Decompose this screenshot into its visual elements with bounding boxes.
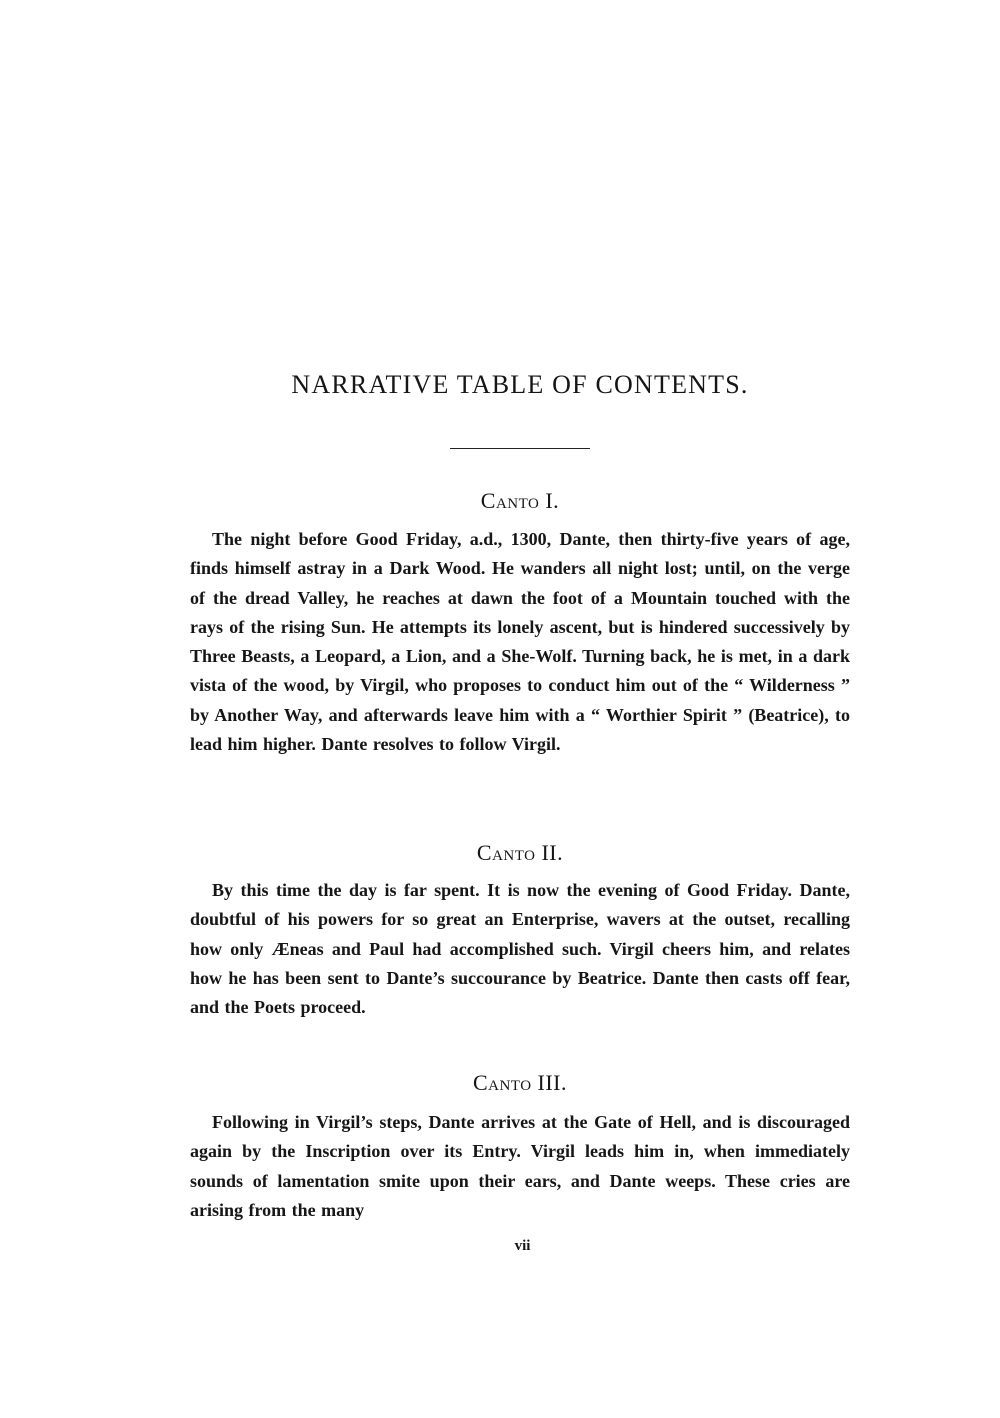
- canto-heading-2: [190, 840, 850, 866]
- canto-heading-1: [190, 488, 850, 514]
- canto-summary-1: The night before Good Friday, a.d., 1300, Dante, then thirty-five years of age, finds himself astray in a Dark Wood. He wanders all night lost; until, on the verge of the dread Valley, he reaches at dawn the foot of a Mountain touched with the rays of the rising Sun. He attempts its lonely ascent, but is hindered successively by Three Beasts, a Leopard, a Lion, and a She-Wolf. Turning back, he is met, in a dark vista of the wood, by Virgil, who proposes to conduct him out of the “ Wilderness ” by Another Way, and afterwards leave him with a “ Worthier Spirit ” (Beatrice), to lead him higher. Dante resolves to follow Virgil.: [190, 529, 850, 755]
- page-title: NARRATIVE TABLE OF CONTENTS.: [291, 370, 749, 399]
- canto-heading-3: [190, 1070, 850, 1096]
- canto-summary-2: By this time the day is far spent. It is now the evening of Good Friday. Dante, doubtful of his powers for so great an Enterprise, wavers at the outset, recalling how only Æneas and Paul had accomplished such. Virgil cheers him, and relates how he has been sent to Dante’s succourance by Beatrice. Dante then casts off fear, and the Poets proceed.: [190, 880, 850, 1018]
- canto-heading-3-text: Canto III.: [472, 1070, 568, 1095]
- title-rule: [450, 448, 590, 449]
- canto-summary-3: Following in Virgil’s steps, Dante arrives at the Gate of Hell, and is discouraged again by the Inscription over its Entry. Virgil leads him in, when immediately sounds of lamentation smite upon their ears, and Dante weeps. These cries are arising from the many: [190, 1112, 850, 1220]
- canto-heading-1-text: Canto I.: [480, 488, 560, 513]
- page-number: vii: [514, 1238, 531, 1254]
- canto-heading-2-text: Canto II.: [476, 840, 564, 865]
